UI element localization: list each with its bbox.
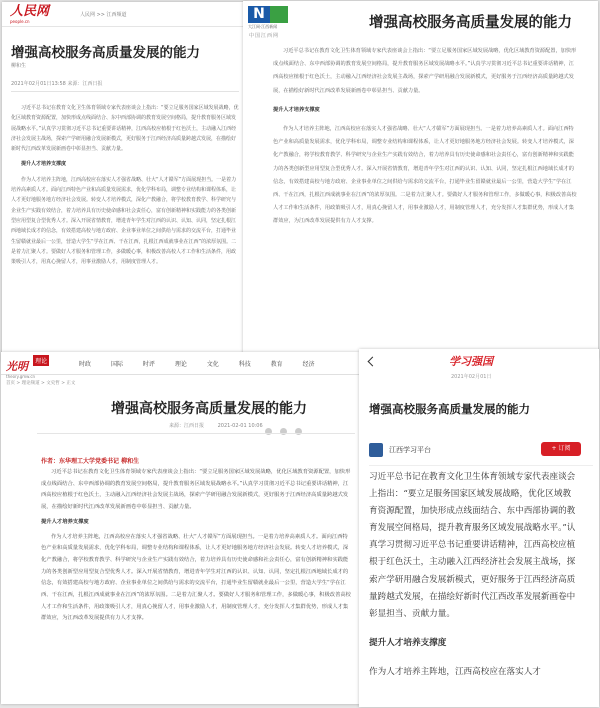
gmw-meta xyxy=(169,422,263,429)
people-section-heading: 提升人才培养支撑度 xyxy=(21,161,67,168)
panel-gmw-theory xyxy=(1,352,359,704)
gmw-breadcrumb[interactable]: 首页 > 理论频道 > 文史哲 > 正文 xyxy=(6,381,76,386)
people-meta-divider xyxy=(11,91,239,92)
gmw-nav-item[interactable]: 科技 xyxy=(238,361,251,368)
xuexi-back-icon[interactable] xyxy=(368,357,378,367)
gmw-nav-item[interactable]: 经济 xyxy=(302,361,315,368)
jxnews-logo-mark xyxy=(248,6,270,23)
gmw-logo-text: 理论 xyxy=(33,355,49,366)
gmw-body xyxy=(41,467,353,700)
xuexi-section-heading: 提升人才培养支撑度 xyxy=(369,637,447,648)
gmw-meta-date: 2021-02-01 10:06 xyxy=(217,423,263,429)
people-body xyxy=(11,103,240,358)
jxnews-logo-letter: N xyxy=(253,6,265,22)
xuexi-account-avatar[interactable] xyxy=(369,443,383,457)
xuexi-body xyxy=(369,469,579,705)
jxnews-body xyxy=(273,45,578,355)
xuexi-logo: 学习强国 xyxy=(449,355,493,368)
gmw-share-icons xyxy=(265,420,302,439)
people-logo[interactable] xyxy=(10,5,49,24)
gmw-nav-item[interactable]: 时评 xyxy=(142,361,155,368)
xuexi-account-name[interactable]: 江西学习平台 xyxy=(389,446,431,454)
panel-xuexi xyxy=(359,349,599,707)
gmw-header xyxy=(1,352,359,379)
jxnews-para-2: 作为人才培养主阵地，江西高校应在落实人才强省战略、壮大“人才赣军”方面展现担当。一是着力培养高素质人才。面向江西特色产业和高质量发展需求，优化学科布局，调整专业结构和课程体系，让人才更好地服务地方经济社会发展。转变人才培养模式，深化产教融合，将学校教育教学、科学研究与企业生产实践有效结合，着力培养具有历史使命感和社会责任心，富有创新精神和实践能力的各类创新型应用型复合型优秀人才。深入开展省情教育，增进青年学生对江西的认识、认知、认同，坚定扎根江西地域长成才的信念，有效搭建高校与地方政府、企业事业单位之间供给与需求的交流平台，打通毕业生留赣就业最后一公里，营造大学生“学在江西、干在江西，扎根江西成就事业在江西”的浓厚氛围。二是着力汇聚人才。要做好人才服务和管理工作，多做暖心事，积极改善高校人才工作和生活条件，用政策吸引人才，用真心挽留人才，用事业激励人才，用制度管理人才，充分发挥人才集群优势，形成人才集群效应，为江西改革发展提供有力人才支撑。 xyxy=(273,126,577,225)
gmw-logo-mark: 光明 xyxy=(6,360,28,373)
xuexi-subscribe-button[interactable]: + 订阅 xyxy=(541,442,581,456)
gmw-section-heading: 提升人才培养支撑度 xyxy=(41,518,89,525)
jxnews-article-title: 增强高校服务高质量发展的能力 xyxy=(369,15,572,31)
people-breadcrumb[interactable]: 人民网 >> 江西频道 xyxy=(80,12,127,18)
xuexi-account-row xyxy=(369,441,591,459)
gmw-nav-item[interactable]: 教育 xyxy=(270,361,283,368)
jxnews-logo[interactable] xyxy=(248,6,290,30)
panel-people-daily xyxy=(2,2,247,362)
xuexi-para-2: 作为人才培养主阵地，江西高校应在落实人才 xyxy=(369,666,541,677)
people-meta: 2021年02月01日13:58 来源：江西日报 xyxy=(11,81,103,87)
gmw-logo-sub: theory.gmw.cn xyxy=(6,374,36,379)
jxnews-logo-caption: 中国江西网 xyxy=(249,33,280,39)
gmw-nav-item[interactable]: 文化 xyxy=(206,361,219,368)
gmw-nav xyxy=(79,359,315,368)
gmw-para-2: 作为人才培养主阵地，江西高校应在落实人才强省战略、壮大“人才赣军”方面展现担当。一是着力培养高素质人才。面向江西特色产业和高质量发展需求，优化学科布局，调整专业结构和课程体系，让人才更好地服务地方经济社会发展。转变人才培养模式，深化产教融合，将学校教育教学、科学研究与企业生产实践有效结合，着力培养具有历史使命感和社会责任心，富有创新精神和实践能力的各类创新型应用型复合型优秀人才。深入开展省情教育，增进青年学生对江西的认识、认知、认同，坚定扎根江西地域长成才的信念，有效搭建高校与地方政府、企业事业单位之间供给与需求的交流平台，打通毕业生留赣就业最后一公里，营造大学生“学在江西、干在江西，扎根江西成就事业在江西”的浓厚氛围。二是着力汇聚人才。要做好人才服务和管理工作，多做暖心事，积极改善高校人才工作和生活条件，用政策吸引人才，用真心挽留人才，用事业激励人才，用制度管理人才，充分发挥人才集群优势，形成人才集群效应，为江西改革发展提供有力人才支撑。 xyxy=(41,533,351,622)
panel-jxnews xyxy=(243,1,598,359)
xuexi-article-title: 增强高校服务高质量发展的能力 xyxy=(369,402,530,416)
people-author: 柳和生 xyxy=(11,63,27,69)
xuexi-date: 2021年02月01日 xyxy=(451,374,492,380)
jxnews-section-heading: 提升人才培养支撑度 xyxy=(273,106,320,113)
gmw-nav-item[interactable]: 理论 xyxy=(174,361,187,368)
gmw-author-line: 作者：东华理工大学党委书记 柳和生 xyxy=(41,458,140,465)
jxnews-para-1: 习近平总书记在教育文化卫生体育领域专家代表座谈会上指出：“要立足服务国家区域发展战略，优化区域教育资源配置，加快形成点线面结合、东中西部协调的教育发展空间格局，提升教育服务区域发展战略水平。”认真学习贯彻习近平总书记重要讲话精神，江西高校应植根于红色沃土，主动融入江西经济社会发展主战场，探索产学研用融合发展新模式，更好服务于江西经济高质量跨越式发展，在描绘好新时代江西改革发展新画卷中彰显担当、贡献力量。 xyxy=(273,48,577,94)
people-logo-sub: people.cn xyxy=(10,19,30,24)
xuexi-divider xyxy=(369,465,593,466)
gmw-nav-item[interactable]: 国际 xyxy=(110,361,123,368)
people-para-2: 作为人才培养主阵地，江西高校应在落实人才强省战略、壮大“人才赣军”方面展现担当。一是着力培养高素质人才。面向江西特色产业和高质量发展需求，优化学科布局，调整专业结构和课程体系，让人才更好地服务地方经济社会发展。转变人才培养模式，深化产教融合，将学校教育教学、科学研究与企业生产实践有效结合，着力培养具有历史使命感和社会责任心，富有创新精神和实践能力的各类创新型应用型复合型优秀人才。深入开展省情教育，增进青年学生对江西的认识、认知、认同，坚定扎根江西地域长成才的信念，有效搭建高校与地方政府、企业事业单位之间供给与需求的交流平台，打通毕业生留赣就业最后一公里，营造大学生“学在江西、干在江西，扎根江西成就事业在江西”的浓厚氛围。二是着力汇聚人才。要做好人才服务和管理工作，多做暖心事，积极改善高校人才工作和生活条件，用政策吸引人才，用真心挽留人才，用事业激励人才，用制度管理人才。 xyxy=(11,176,237,266)
jxnews-logo-sub: 大江网·江西新闻 xyxy=(248,24,278,29)
people-article-title: 增强高校服务高质量发展的能力 xyxy=(11,45,200,61)
gmw-nav-item[interactable]: 时政 xyxy=(79,361,92,368)
xuexi-para-1: 习近平总书记在教育文化卫生体育领域专家代表座谈会上指出：“要立足服务国家区域发展战略，优化区域教育资源配置，加快形成点线面结合、东中西部协调的教育发展空间格局，提升教育服务区域发展战略水平。”认真学习贯彻习近平总书记重要讲话精神，江西高校应植根于红色沃土，主动融入江西经济社会发展主战场，探索产学研用融合发展新模式，更好服务于江西经济高质量跨越式发展，在描绘好新时代江西改革发展新画卷中彰显担当、贡献力量。 xyxy=(369,472,576,619)
gmw-para-1: 习近平总书记在教育文化卫生体育领域专家代表座谈会上指出：“要立足服务国家区域发展战略，优化区域教育资源配置，加快形成点线面结合、东中西部协调的教育发展空间格局，提升教育服务区域发展战略水平。”认真学习贯彻习近平总书记重要讲话精神，江西高校应植根于红色沃土，主动融入江西经济社会发展主战场，探索产学研用融合发展新模式，更好服务于江西经济高质量跨越式发展，在描绘好新时代江西改革发展新画卷中彰显担当、贡献力量。 xyxy=(41,469,351,511)
gmw-logo[interactable] xyxy=(6,355,49,379)
people-logo-text: 人民网 xyxy=(10,4,50,19)
people-para-1: 习近平总书记在教育文化卫生体育领域专家代表座谈会上指出：“要立足服务国家区域发展战略，优化区域教育资源配置，加快形成点线面结合、东中西部协调的教育发展空间格局，提升教育服务区域发展战略水平。”认真学习贯彻习近平总书记重要讲话精神，江西高校应植根于红色沃土，主动融入江西经济社会发展主战场，探索产学研用融合发展新模式，更好服务于江西经济高质量跨越式发展，在描绘好新时代江西改革发展新画卷中彰显担当、贡献力量。 xyxy=(11,105,239,153)
people-header xyxy=(2,2,247,27)
jxnews-logo-green xyxy=(270,6,288,23)
gmw-article-title: 增强高校服务高质量发展的能力 xyxy=(111,401,307,417)
gmw-meta-source: 来源：江西日报 xyxy=(169,423,205,429)
gmw-meta-divider xyxy=(37,433,355,434)
